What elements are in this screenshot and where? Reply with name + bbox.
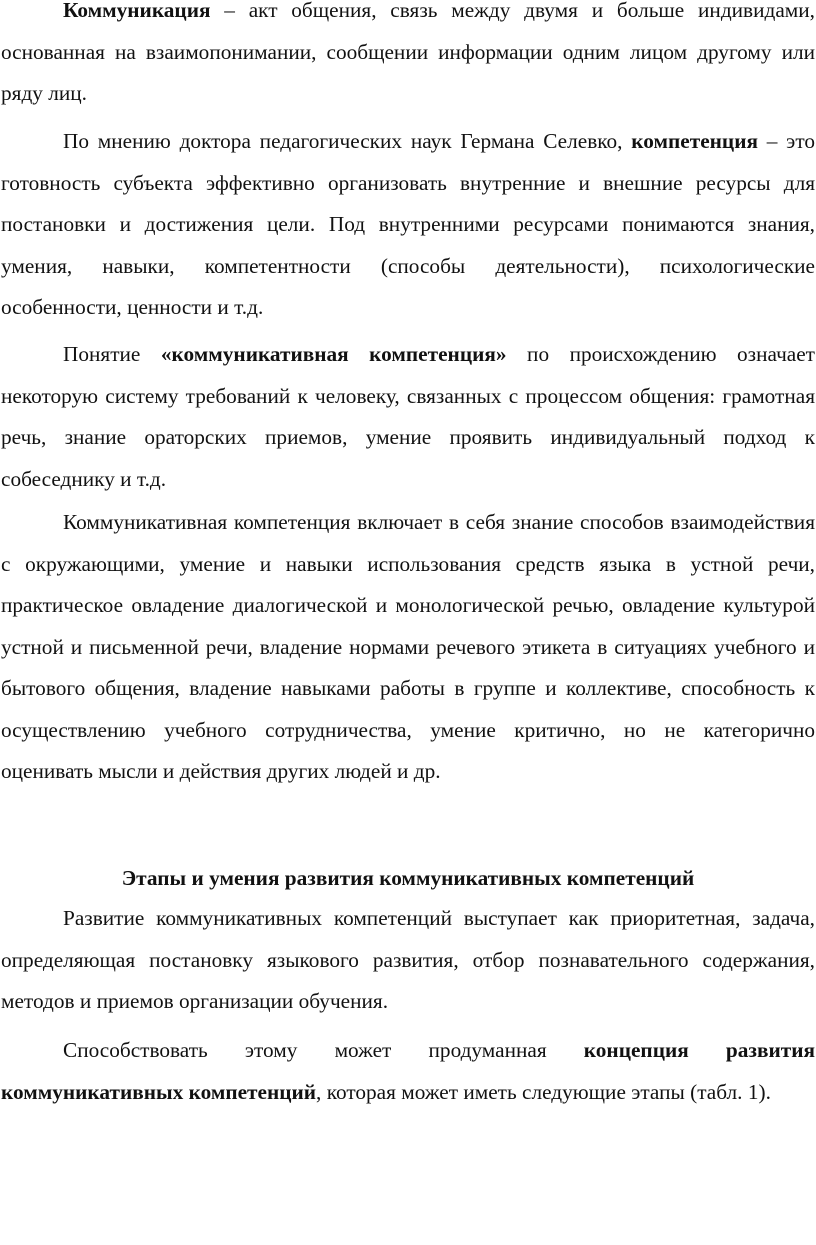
paragraph-development-concept xyxy=(0,1030,816,1113)
term-competence: компетенция xyxy=(631,129,758,153)
paragraph-competence-includes xyxy=(0,502,816,793)
paragraph-text: – акт общения, связь между двумя и больше индивидами, основанная на взаимопонимании, сообщении информации одним лицом другому или ряду лиц. xyxy=(1,0,815,105)
paragraph-text-before: По мнению доктора педагогических наук Германа Селевко, xyxy=(63,129,632,153)
term-development-concept: концепция развития коммуникативных компетенций xyxy=(1,1038,815,1104)
paragraph-text: Развитие коммуникативных компетенций выступает как приоритетная, задача, определяющая постановку языкового развития, отбор познавательного содержания, методов и приемов организации обучения. xyxy=(1,906,815,1013)
paragraph-text: Коммуникативная компетенция включает в себя знание способов взаимодействия с окружающими, умение и навыки использования средств языка в устной речи, практическое овладение диалогической и монологической речью, овладение культурой устной и письменной речи, владение нормами речевого этикета в ситуациях учебного и бытового общения, владение навыками работы в группе и коллективе, способность к осуществлению учебного сотрудничества, умение критично, но не категорично оценивать мысли и действия других людей и др. xyxy=(1,510,815,783)
term-communicative-competence: «коммуникативная компетенция» xyxy=(160,342,507,366)
paragraph-competence-definition xyxy=(0,121,816,329)
paragraph-text-after: по происхождению означает некоторую систему требований к человеку, связанных с процессом общения: грамотная речь, знание ораторских приемов, умение проявить индивидуальный подход к собеседнику и т.д. xyxy=(1,342,815,491)
paragraph-development-priority xyxy=(0,898,816,1023)
paragraph-text-after: , которая может иметь следующие этапы (табл. 1). xyxy=(316,1079,771,1104)
term-communication: Коммуникация xyxy=(63,0,211,22)
paragraph-text-before: Способствовать этому может продуманная xyxy=(63,1038,584,1062)
paragraph-communication-definition xyxy=(0,0,816,115)
section-heading: Этапы и умения развития коммуникативных компетенций xyxy=(121,866,695,890)
paragraph-text-before: Понятие xyxy=(63,342,161,366)
paragraph-text-after: – это готовность субъекта эффективно организовать внутренние и внешние ресурсы для постановки и достижения цели. Под внутренними ресурсами понимаются знания, умения, навыки, компетентности (способы деятельности), психологические особенности, ценности и т.д. xyxy=(1,129,815,319)
paragraph-communicative-competence xyxy=(0,334,816,500)
